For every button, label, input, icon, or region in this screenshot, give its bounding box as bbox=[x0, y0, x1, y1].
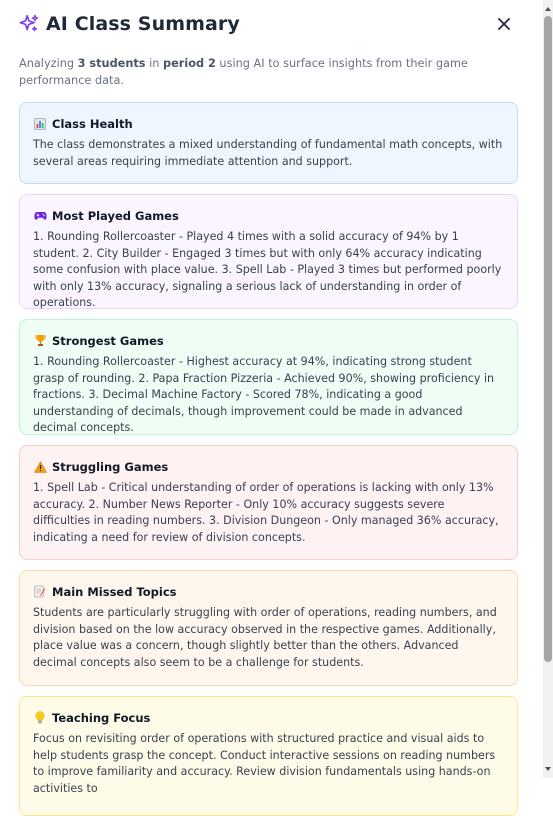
trophy-icon bbox=[33, 334, 47, 348]
main-missed-topics-card bbox=[19, 570, 518, 686]
vertical-scrollbar[interactable] bbox=[543, 0, 553, 778]
scrollbar-thumb[interactable] bbox=[544, 16, 552, 662]
struggling-games-body: 1. Spell Lab - Critical understanding of order of operations is lacking with only 13% accuracy. 2. Number News Reporter - Only 10% accuracy suggests severe difficulties in reading numbers. 3. Division Dungeon - Only managed 36% accuracy, indicating a need for review of division concepts. bbox=[33, 481, 499, 544]
scroll-up-arrow-icon[interactable] bbox=[543, 2, 553, 16]
most-played-games-card bbox=[19, 194, 518, 309]
teaching-focus-body: Focus on revisiting order of operations with structured practice and visual aids to help students grasp the concept. Conduct interactive sessions on reading numbers to improve familiarity and accuracy. Review division fundamentals using hands-on activities to bbox=[33, 732, 496, 795]
most-played-games-title: Most Played Games bbox=[52, 208, 179, 223]
class-health-card bbox=[19, 102, 518, 184]
strongest-games-body: 1. Rounding Rollercoaster - Highest accuracy at 94%, indicating strong student grasp of rounding. 2. Papa Fraction Pizzeria - Achieved 90%, showing proficiency in fractions. 3. Decimal Machine Factory - Scored 78%, indicating a good understanding of decimals, though improvement could be made in advanced decimal concepts. bbox=[33, 355, 495, 434]
game-controller-icon bbox=[33, 209, 47, 223]
main-missed-topics-title: Main Missed Topics bbox=[52, 584, 177, 599]
struggling-games-title: Struggling Games bbox=[52, 459, 169, 474]
modal-title: AI Class Summary bbox=[46, 13, 240, 35]
intro-text: Analyzing 3 students in period 2 using AI to surface insights from their game performance data. bbox=[19, 57, 468, 87]
bar-chart-icon bbox=[33, 117, 47, 131]
struggling-games-card bbox=[19, 445, 518, 560]
lightbulb-icon bbox=[33, 711, 47, 725]
class-health-body: The class demonstrates a mixed understanding of fundamental math concepts, with several areas requiring immediate attention and support. bbox=[33, 138, 503, 168]
strongest-games-title: Strongest Games bbox=[52, 333, 164, 348]
sparkles-icon bbox=[18, 13, 40, 35]
close-button[interactable] bbox=[494, 14, 514, 34]
strongest-games-card bbox=[19, 319, 518, 435]
class-health-title: Class Health bbox=[52, 116, 133, 131]
scroll-down-arrow-icon[interactable] bbox=[543, 762, 553, 776]
teaching-focus-card bbox=[19, 696, 518, 816]
most-played-games-body: 1. Rounding Rollercoaster - Played 4 times with a solid accuracy of 94% by 1 student. 2. City Builder - Engaged 3 times but with only 64% accuracy indicating some confusion with place value. 3. Spell Lab - Played 3 times but performed poorly with only 13% accuracy, signaling a serious lack of understanding in order of operations. bbox=[33, 230, 502, 309]
period-label: period 2 bbox=[163, 57, 216, 70]
modal-header bbox=[18, 10, 515, 38]
main-missed-topics-body: Students are particularly struggling with order of operations, reading numbers, and division based on the low accuracy observed in the respective games. Additionally, place value was a concern, though slightly better than the others. Advanced decimal concepts also seem to be a challenge for students. bbox=[33, 606, 497, 669]
teaching-focus-title: Teaching Focus bbox=[52, 710, 151, 725]
warning-icon bbox=[33, 460, 47, 474]
student-count: 3 students bbox=[77, 57, 146, 70]
memo-icon bbox=[33, 585, 47, 599]
close-icon bbox=[497, 17, 511, 31]
